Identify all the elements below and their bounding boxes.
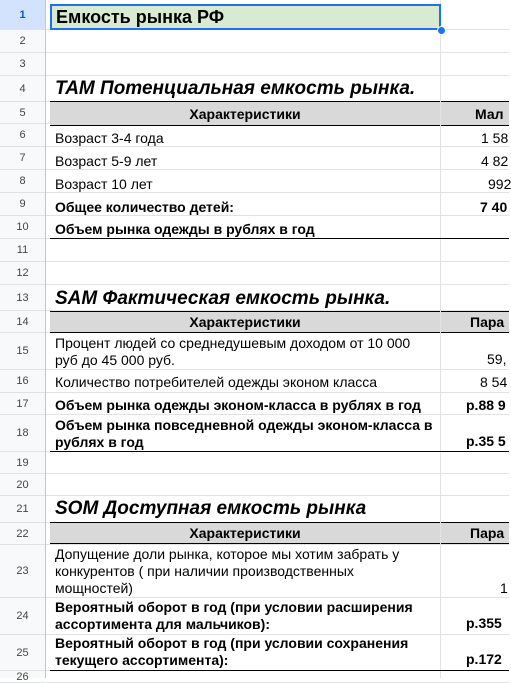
- sam-row-value[interactable]: р.88 9: [466, 396, 506, 413]
- row-number-header[interactable]: 26: [0, 671, 45, 683]
- sam-row-value[interactable]: 59,: [487, 350, 507, 367]
- sam-row-label[interactable]: Процент людей со среднедушевым доходом от 10 000 руб до 45 000 руб.: [55, 335, 411, 368]
- row-number-header[interactable]: 19: [0, 452, 45, 474]
- som-row-label[interactable]: Вероятный оборот в год (при условии расширения ассортимента для мальчиков):: [55, 599, 413, 632]
- tam-header-value[interactable]: Мал: [441, 101, 509, 126]
- row-number-header[interactable]: 5: [0, 102, 45, 124]
- sam-table-bottom-border: [50, 451, 509, 452]
- row-number-header[interactable]: 10: [0, 216, 45, 239]
- som-row-value[interactable]: р.355: [466, 615, 502, 631]
- tam-row-label[interactable]: Возраст 10 лет: [55, 175, 153, 192]
- row-number-header[interactable]: 16: [0, 370, 45, 393]
- som-header-value[interactable]: Пара: [441, 522, 509, 544]
- row-number-header[interactable]: 18: [0, 415, 45, 452]
- sam-row-value[interactable]: р.35 5: [466, 433, 506, 449]
- tam-header-characteristics[interactable]: Характеристики: [50, 101, 440, 126]
- sheet-row: [0, 671, 509, 683]
- row-number-header[interactable]: 11: [0, 239, 45, 262]
- row-number-header[interactable]: 24: [0, 598, 45, 635]
- tam-heading[interactable]: TAM Потенциальная емкость рынка.: [55, 77, 416, 99]
- sheet-row: [0, 53, 509, 76]
- row-number-header[interactable]: 7: [0, 147, 45, 170]
- sheet-row: [0, 452, 509, 474]
- tam-row-label[interactable]: Возраст 3-4 года: [55, 129, 164, 146]
- sheet-row: [0, 474, 509, 496]
- row-number-header[interactable]: 12: [0, 262, 45, 285]
- row-number-header[interactable]: 17: [0, 393, 45, 415]
- sheet-row: [0, 30, 509, 53]
- row-number-header[interactable]: 2: [0, 30, 45, 53]
- row-number-header[interactable]: 25: [0, 635, 45, 671]
- sheet-title-cell[interactable]: Емкость рынка РФ: [50, 4, 441, 30]
- sheet-row: [0, 262, 509, 285]
- row-number-header[interactable]: 3: [0, 53, 45, 76]
- row-number-header[interactable]: 6: [0, 124, 45, 147]
- som-header-characteristics[interactable]: Характеристики: [50, 522, 440, 544]
- row-number-header[interactable]: 22: [0, 523, 45, 545]
- row-number-header[interactable]: 4: [0, 76, 45, 102]
- sam-header-characteristics[interactable]: Характеристики: [50, 311, 440, 333]
- som-row-label[interactable]: Допущение доли рынка, которое мы хотим забрать у конкурентов ( при наличии производственных мощностей): [55, 546, 400, 596]
- sam-row-value[interactable]: 8 54: [480, 373, 508, 390]
- tam-total-children-value[interactable]: 7 40: [480, 198, 508, 215]
- tam-row-value[interactable]: 1 58: [481, 129, 509, 146]
- row-number-header[interactable]: 23: [0, 545, 45, 598]
- row-number-header[interactable]: 1: [0, 0, 45, 30]
- row-number-header[interactable]: 9: [0, 193, 45, 216]
- sam-row-label[interactable]: Объем рынка повседневной одежды эконом-класса в рублях в год: [55, 417, 433, 450]
- som-row-value[interactable]: 1: [500, 580, 508, 596]
- row-number-header[interactable]: 13: [0, 285, 45, 311]
- row-number-header[interactable]: 15: [0, 333, 45, 370]
- row-number-header[interactable]: 20: [0, 474, 45, 496]
- som-heading[interactable]: SOM Доступная емкость рынка: [55, 498, 367, 519]
- sam-row-label[interactable]: Количество потребителей одежды эконом класса: [55, 373, 378, 390]
- tam-row-label[interactable]: Возраст 5-9 лет: [55, 152, 158, 169]
- row-number-header[interactable]: 14: [0, 311, 45, 333]
- sam-heading[interactable]: SAM Фактическая емкость рынка.: [55, 287, 391, 309]
- sam-header-value[interactable]: Пара: [441, 311, 509, 333]
- som-row-value[interactable]: р.172: [466, 651, 502, 667]
- tam-total-children-label[interactable]: Общее количество детей:: [55, 198, 234, 215]
- tam-table-bottom-border: [50, 238, 509, 239]
- selection-fill-handle[interactable]: [437, 26, 446, 35]
- tam-row-value[interactable]: 4 82: [481, 152, 509, 169]
- sheet-row: [0, 239, 509, 262]
- tam-market-volume-label[interactable]: Объем рынка одежды в рублях в год: [55, 221, 315, 237]
- row-number-header[interactable]: 21: [0, 496, 45, 523]
- som-table-bottom-border: [50, 670, 509, 671]
- row-number-header[interactable]: 8: [0, 170, 45, 193]
- sam-row-label[interactable]: Объем рынка одежды эконом-класса в рублях в год: [55, 396, 421, 413]
- som-row-label[interactable]: Вероятный оборот в год (при условии сохранения текущего ассортимента):: [55, 635, 409, 668]
- tam-row-value[interactable]: 992: [488, 175, 511, 192]
